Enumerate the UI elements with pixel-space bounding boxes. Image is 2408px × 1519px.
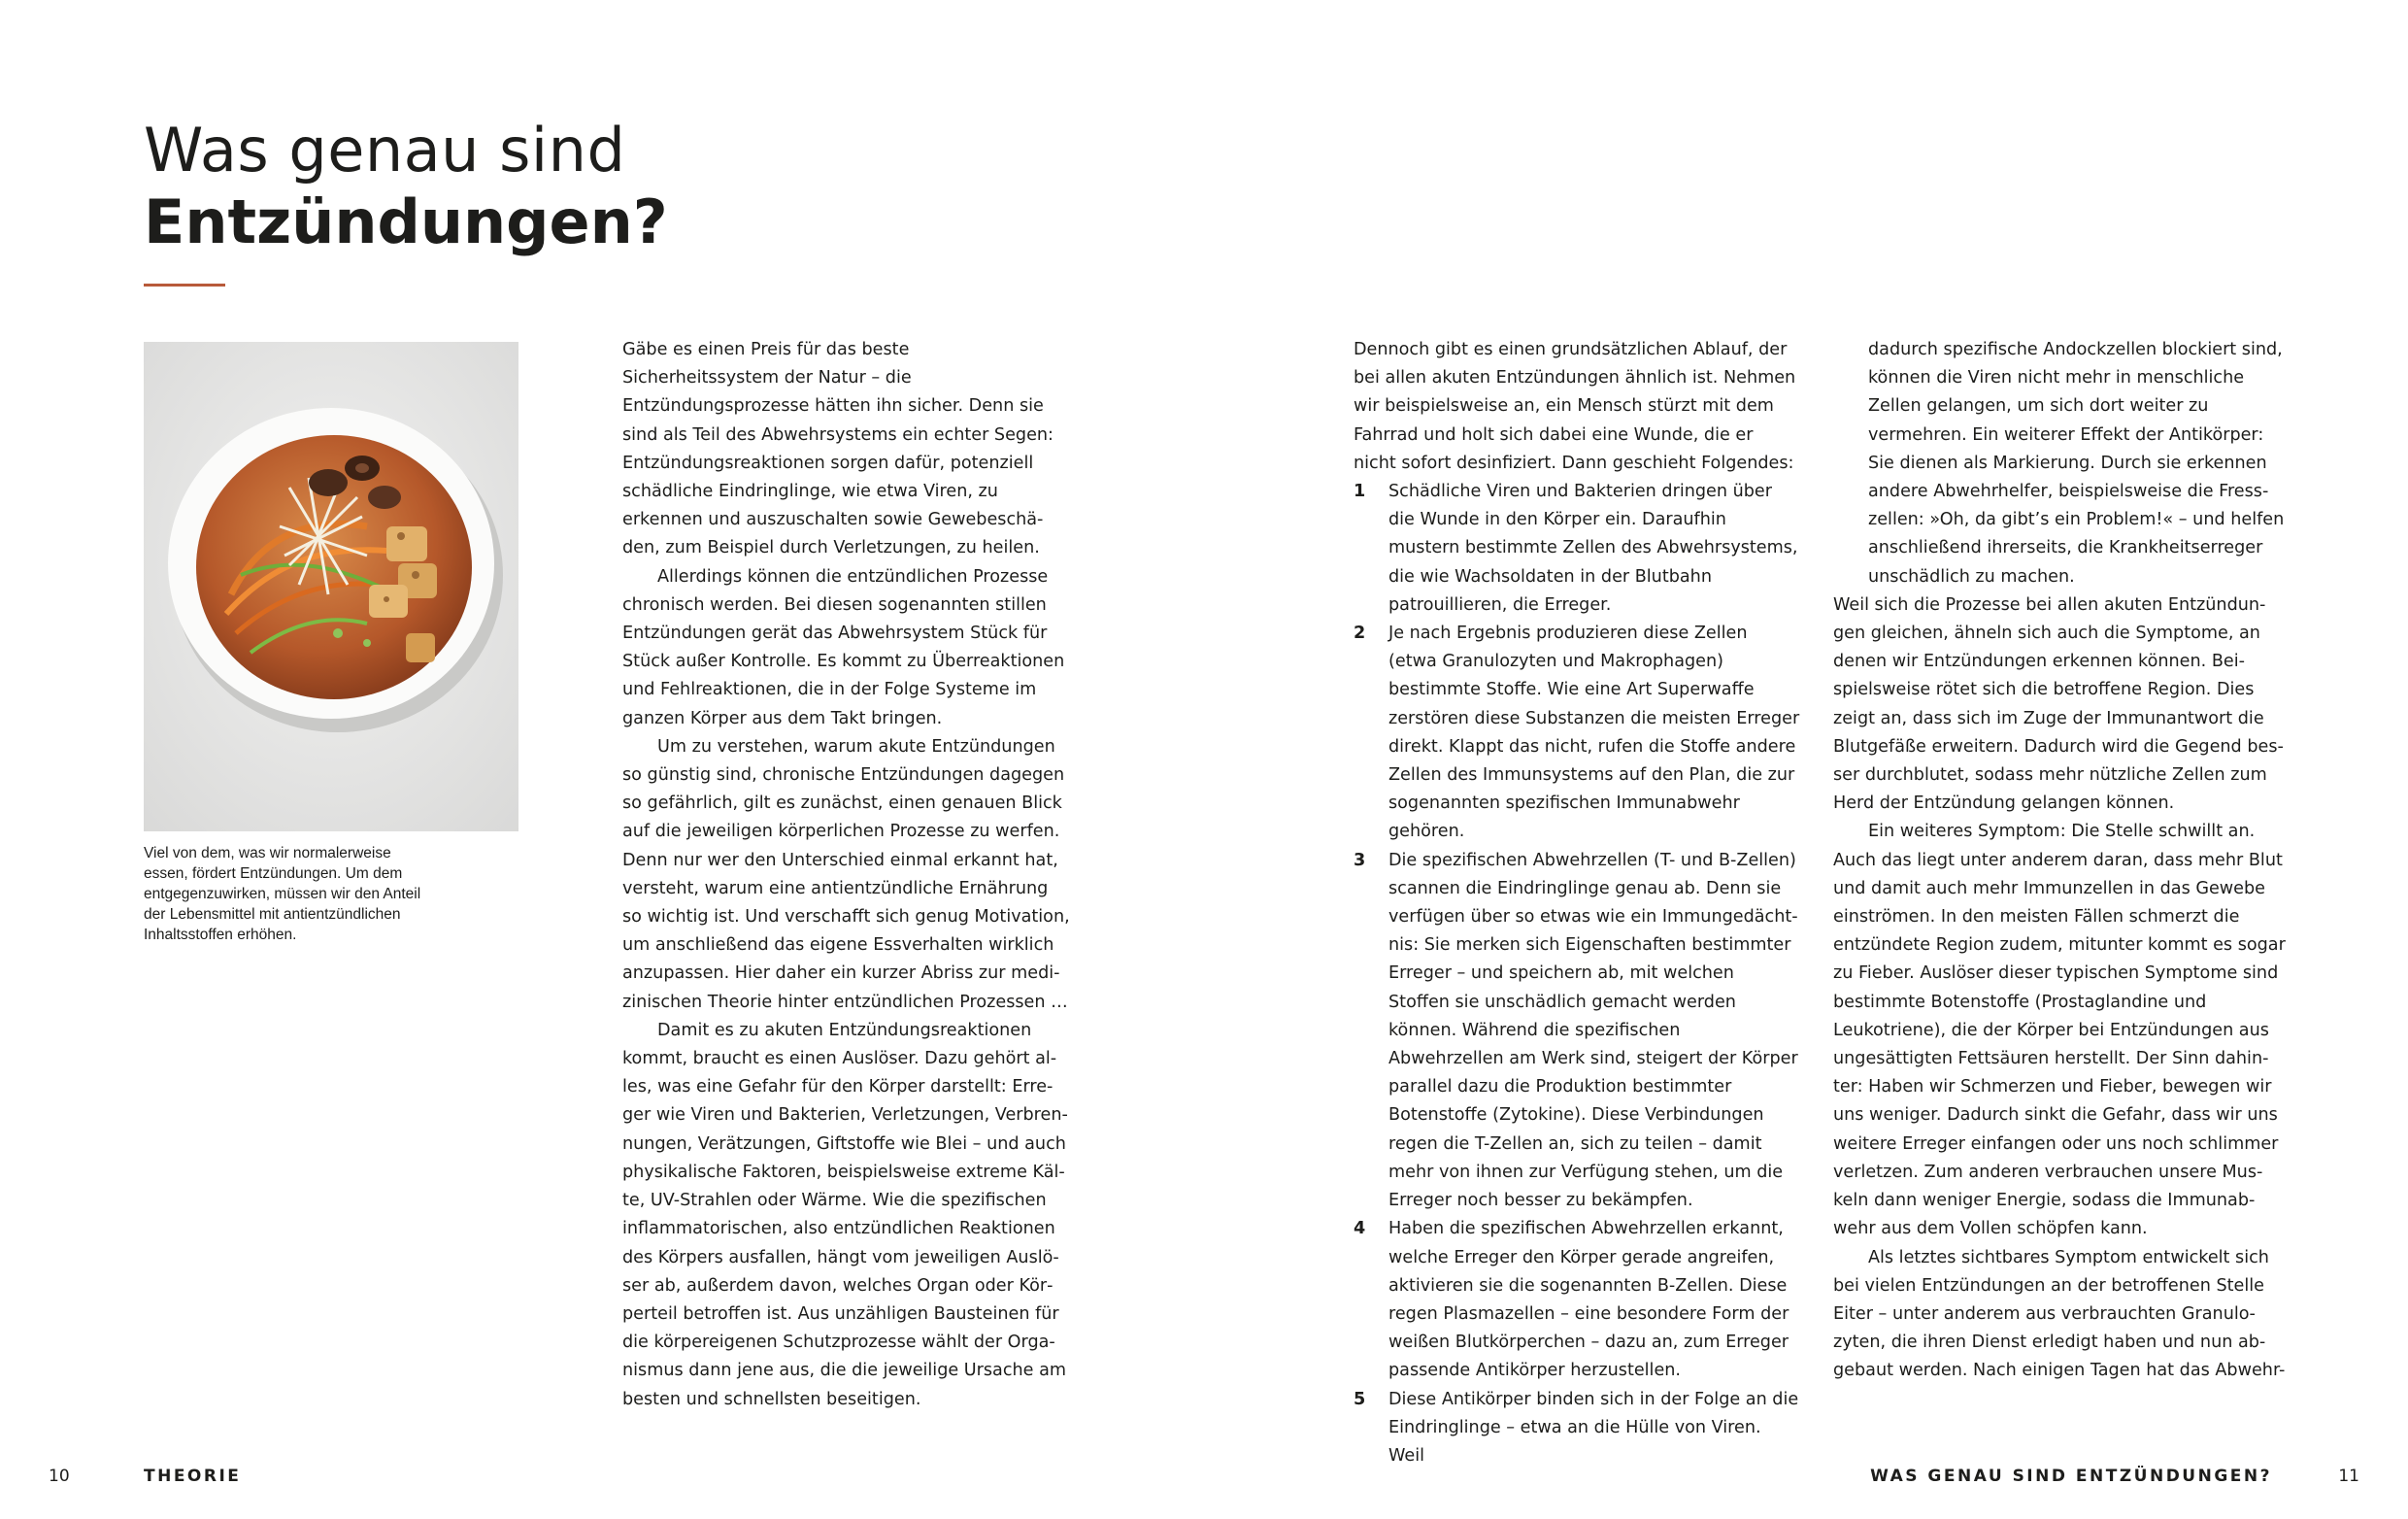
intro-paragraph: Dennoch gibt es einen grundsätzlichen Ablauf, der bei allen akuten Entzündungen ähnlich ist. Nehmen wir beispielsweise an, ein Mensch stürzt mit dem Fahrrad und holt sich dabei eine Wunde, die er nicht sofort desinfiziert. Dann geschieht Folgendes:: [1354, 340, 1796, 473]
step-text: Die spezifischen Abwehrzellen (T- und B-Zellen) scannen die Eindringlinge genau ab. Denn sie verfügen über so etwas wie ein Immungedächtnis: Sie merken sich Eigenschaften bestimmter Erreger – und speichern ab, mit welchen Stoffen sie unschädlich gemacht werden können. Während die spezifischen Abwehrzellen am Werk sind, steigert der Körper parallel dazu die Produktion bestimmter Botenstoffe (Zytokine). Diese Verbindungen regen die T-Zellen an, sich zu teilen – damit mehr von ihnen zur Verfügung stehen, um die Erreger noch besser zu bekämpfen.: [1388, 850, 1798, 1211]
text-column-3: [1833, 336, 2290, 1386]
photo-caption: Viel von dem, was wir normalerweise essen, fördert Entzündungen. Um dem entgegenzuwirken, müssen wir den Anteil der Lebensmittel mit antientzündlichen Inhaltsstoffen erhöhen.: [144, 845, 421, 943]
paragraph: Ein weiteres Symptom: Die Stelle schwillt an. Auch das liegt unter anderem daran, dass mehr Blut und damit auch mehr Immunzellen in das Gewebe einströmen. In den meisten Fällen schmerzt die entzündete Region zudem, mitunter kommt es sogar zu Fieber. Auslöser dieser typischen Symptome sind bestimmte Botenstoffe (Prostaglandine und Leukotriene), die der Körper bei Entzündungen aus ungesättigten Fettsäuren herstellt. Der Sinn dahinter: Haben wir Schmerzen und Fieber, bewegen wir uns weniger. Dadurch sinkt die Gefahr, dass wir uns weitere Erreger einfangen oder uns noch schlimmer verletzen. Zum anderen verbrauchen unsere Muskeln dann weniger Energie, sodass die Immunabwehr aus dem Vollen schöpfen kann.: [1833, 822, 2286, 1239]
step-number: 4: [1354, 1219, 1366, 1239]
list-item: [1354, 1215, 1800, 1385]
title-line-1: Was genau sind: [144, 115, 626, 186]
soup-bowl-photo: [144, 342, 518, 831]
paragraph: Weil sich die Prozesse bei allen akuten Entzündungen gleichen, ähneln sich auch die Symptome, an denen wir Entzündungen erkennen können. Beispielsweise rötet sich die betroffene Region. Dies zeigt an, dass sich im Zuge der Immunantwort die Blutgefäße erweitern. Dadurch wird die Gegend besser durchblutet, sodass mehr nützliche Zellen zum Herd der Entzündung gelangen können.: [1833, 594, 2284, 814]
step-number: 2: [1354, 624, 1366, 644]
list-item: [1354, 847, 1800, 1216]
paragraph: Damit es zu akuten Entzündungsreaktionen kommt, braucht es einen Auslöser. Dazu gehört alles, was eine Gefahr für den Körper darstellt: Erreger wie Viren und Bakterien, Verletzungen, Verbrennungen, Verätzungen, Giftstoffe wie Blei – und auch physikalische Faktoren, beispielsweise extreme Kälte, UV-Strahlen oder Wärme. Wie die spezifischen inflammatorischen, also entzündlichen Reaktionen des Körpers ausfallen, hängt vom jeweiligen Auslöser ab, außerdem davon, welches Organ oder Körperteil betroffen ist. Aus unzähligen Bausteinen für die körpereigenen Schutzprozesse wählt der Organismus dann jene aus, die die jeweilige Ursache am besten und schnellsten beseitigen.: [622, 1020, 1068, 1409]
title-line-2: Entzündungen?: [144, 186, 668, 257]
paragraph: Gäbe es einen Preis für das beste Sicherheitssystem der Natur – die Entzündungsprozesse hätten ihn sicher. Denn sie sind als Teil des Abwehrsystems ein echter Segen: Entzündungsreaktionen sorgen dafür, potenziell schädliche Eindringlinge, wie etwa Viren, zu erkennen und auszuschalten sowie Gewebeschäden, zum Beispiel durch Verletzungen, zu heilen.: [622, 340, 1054, 558]
right-page: [1204, 0, 2408, 1519]
text-column-1: [622, 336, 1071, 1414]
page-number-right: 11: [2338, 1467, 2359, 1486]
page-number-left: 10: [49, 1467, 70, 1486]
step-5-continued: dadurch spezifische Andockzellen blockiert sind, können die Viren nicht mehr in menschliche Zellen gelangen, um sich dort weiter zu vermehren. Ein weiterer Effekt der Antikörper: Sie dienen als Markierung. Durch sie erkennen andere Abwehrhelfer, beispielsweise die Fresszellen: »Oh, da gibt’s ein Problem!« – und helfen anschließend ihrerseits, die Krankheitserreger unschädlich zu machen.: [1868, 340, 2285, 587]
step-text: Je nach Ergebnis produzieren diese Zellen (etwa Granulozyten und Makrophagen) bestimmte Stoffe. Wie eine Art Superwaffe zerstören diese Substanzen die meisten Erreger direkt. Klappt das nicht, rufen die Stoffe andere Zellen des Immunsystems auf den Plan, die zur sogenannten spezifischen Immunabwehr gehören.: [1388, 624, 1800, 842]
steps-list: [1354, 478, 1800, 1470]
text-column-2: [1354, 336, 1800, 1470]
list-item: [1354, 478, 1800, 620]
step-number: 5: [1354, 1389, 1366, 1409]
step-text: Haben die spezifischen Abwehrzellen erkannt, welche Erreger den Körper gerade angreifen, aktivieren sie die sogenannten B-Zellen. Diese regen Plasmazellen – eine besondere Form der weißen Blutkörperchen – dazu an, zum Erreger passende Antikörper herzustellen.: [1388, 1219, 1789, 1381]
paragraph: Allerdings können die entzündlichen Prozesse chronisch werden. Bei diesen sogenannten stillen Entzündungen gerät das Abwehrsystem Stück für Stück außer Kontrolle. Es kommt zu Überreaktionen und Fehlreaktionen, die in der Folge Systeme im ganzen Körper aus dem Takt bringen.: [622, 566, 1065, 728]
list-item: [1354, 620, 1800, 847]
step-number: 3: [1354, 850, 1366, 870]
title-accent-rule: [144, 284, 225, 287]
step-number: 1: [1354, 482, 1366, 502]
paragraph: Um zu verstehen, warum akute Entzündungen so günstig sind, chronische Entzündungen dagegen so gefährlich, gilt es zunächst, einen genauen Blick auf die jeweiligen körperlichen Prozesse zu werfen. Denn nur wer den Unterschied einmal erkannt hat, versteht, warum eine antientzündliche Ernährung so wichtig ist. Und verschafft sich genug Motivation, um anschließend das eigene Essverhalten wirklich anzupassen. Hier daher ein kurzer Abriss zur medizinischen Theorie hinter entzündlichen Prozessen …: [622, 736, 1070, 1012]
step-text: Schädliche Viren und Bakterien dringen über die Wunde in den Körper ein. Daraufhin mustern bestimmte Zellen des Abwehrsystems, die wie Wachsoldaten in der Blutbahn patrouillieren, die Erreger.: [1388, 482, 1798, 615]
running-head-right: WAS GENAU SIND ENTZÜNDUNGEN?: [1870, 1467, 2272, 1486]
step-text: Diese Antikörper binden sich in der Folge an die Eindringlinge – etwa an die Hülle von Viren. Weil: [1388, 1389, 1799, 1466]
page-title: [144, 115, 668, 258]
running-head-left: THEORIE: [144, 1467, 242, 1486]
list-item: [1354, 1386, 1800, 1471]
paragraph: Als letztes sichtbares Symptom entwickelt sich bei vielen Entzündungen an der betroffenen Stelle Eiter – unter anderem aus verbrauchten Granulozyten, die ihren Dienst erledigt haben und nun abgebaut werden. Nach einigen Tagen hat das Abwehr-: [1833, 1247, 2286, 1381]
